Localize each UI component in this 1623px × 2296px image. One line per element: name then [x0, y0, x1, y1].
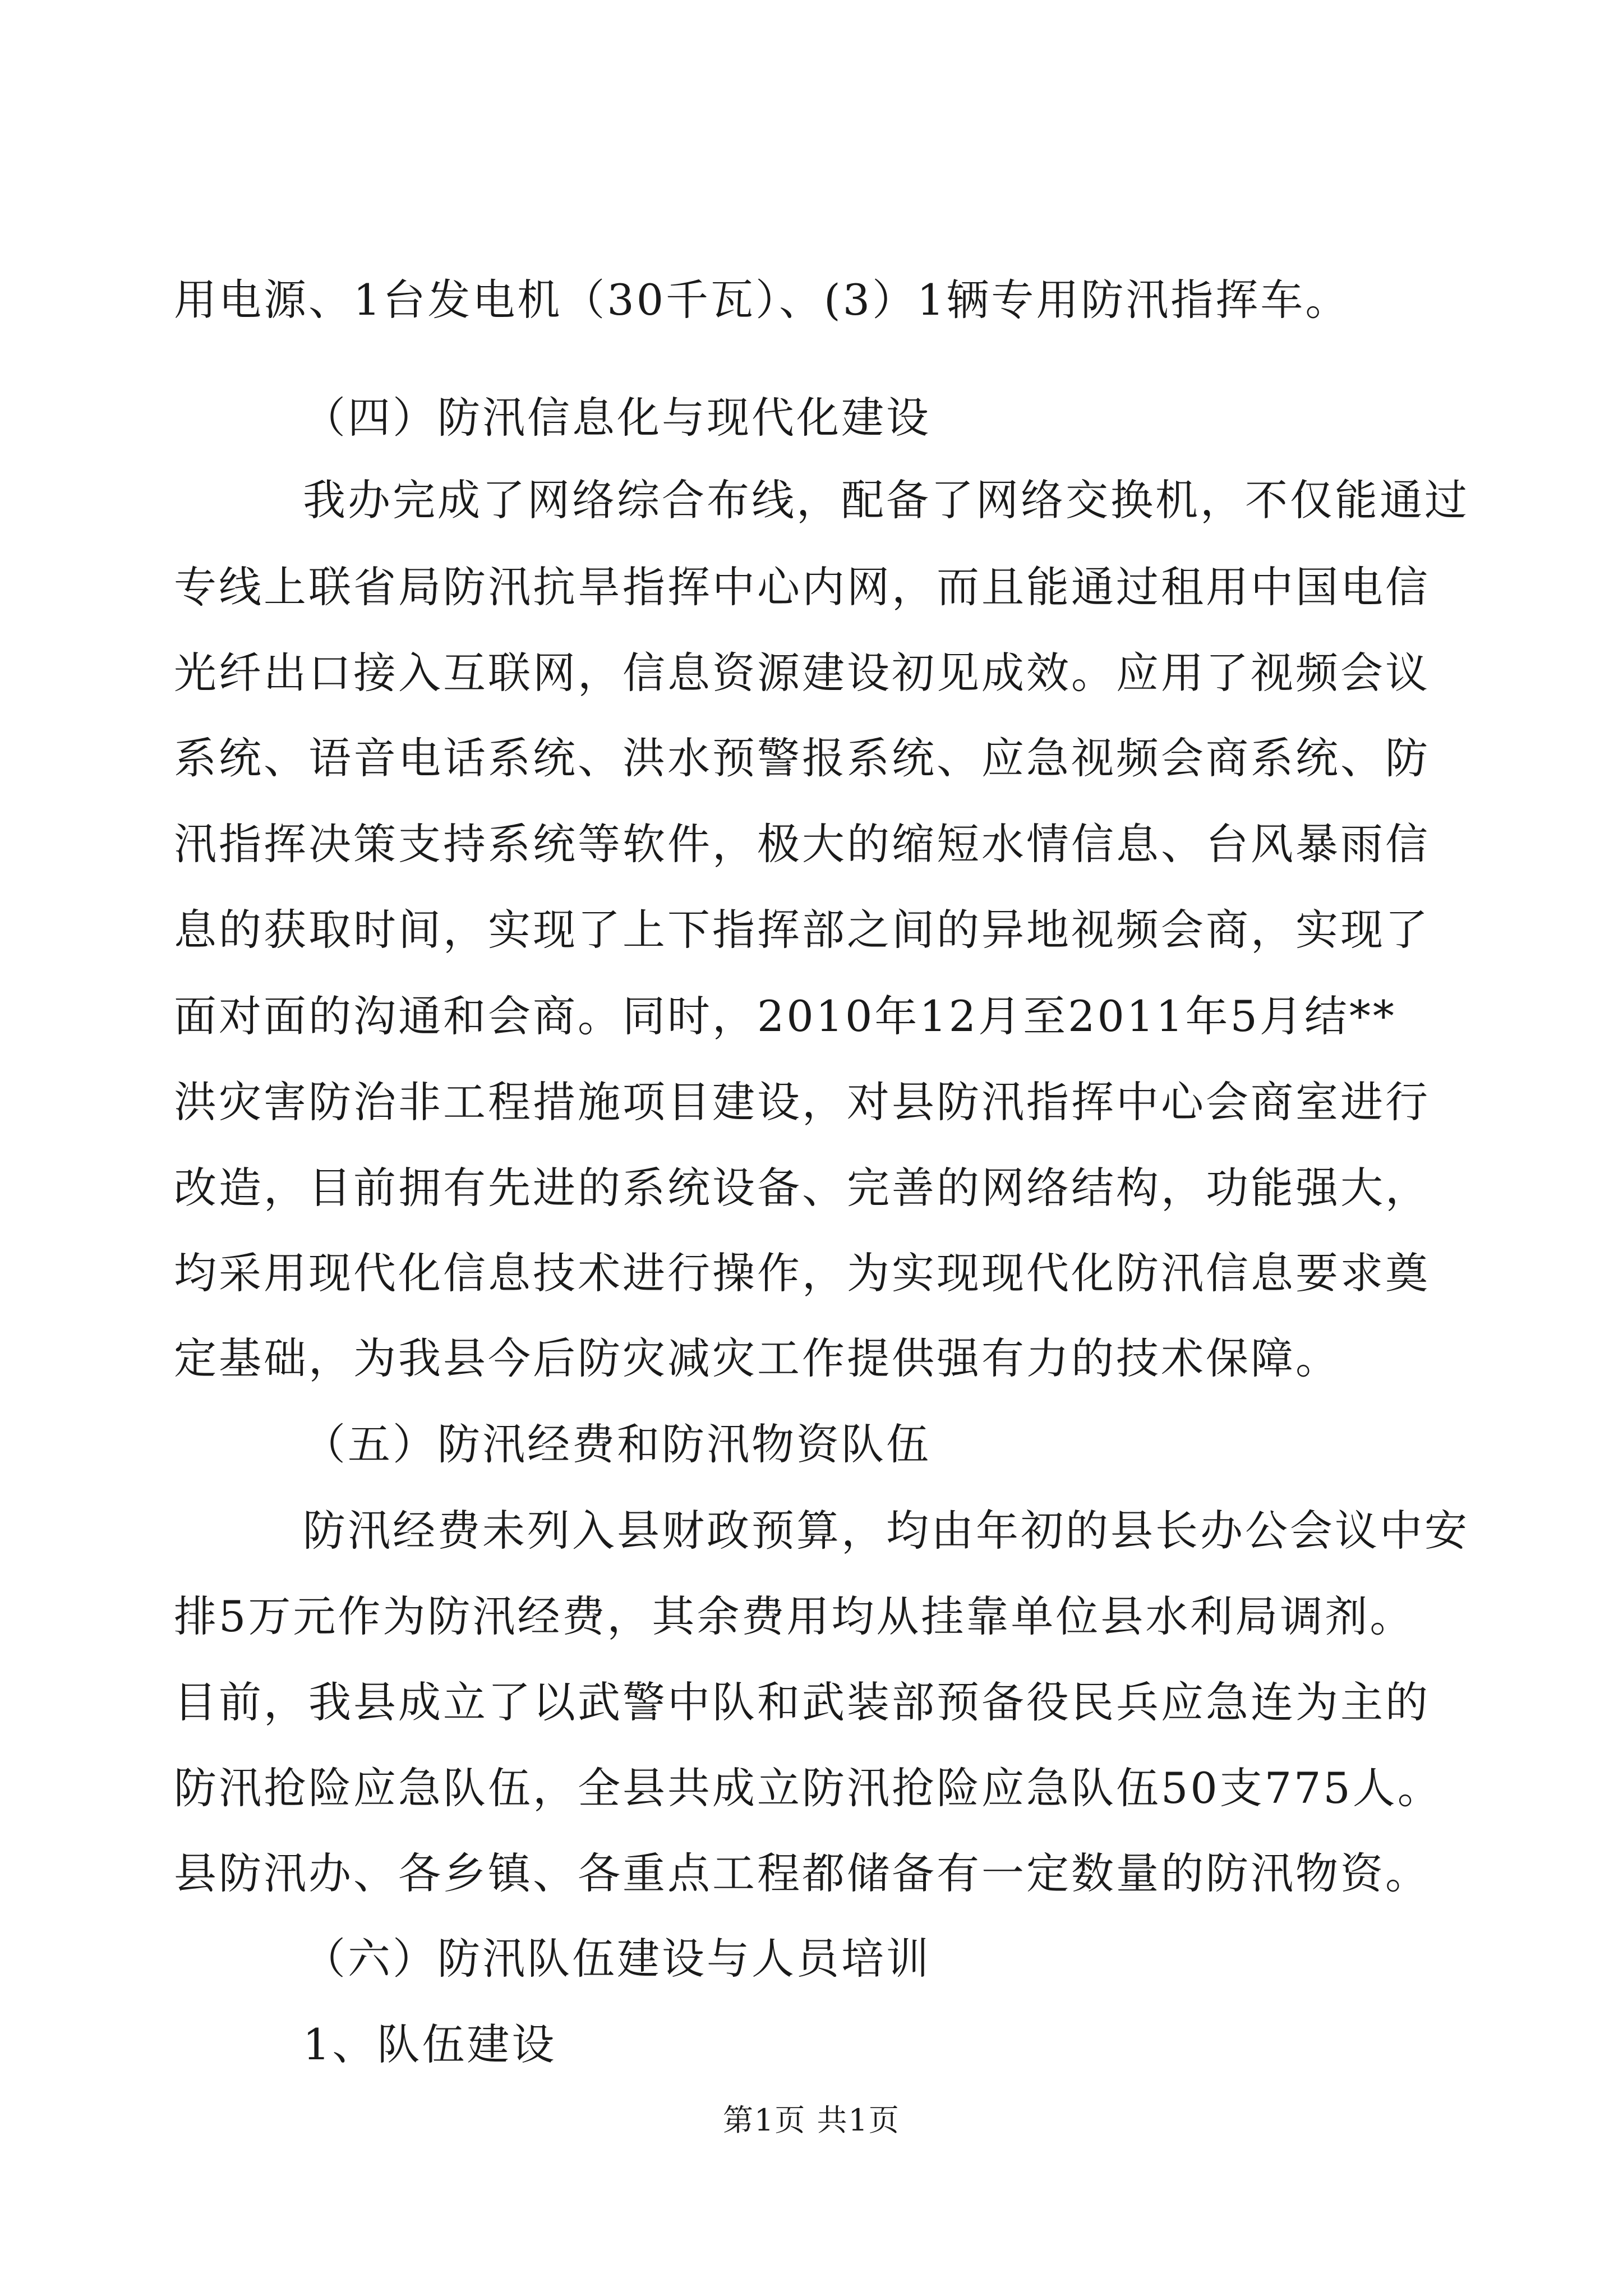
- text-line: 防汛抢险应急队伍，全县共成立防汛抢险应急队伍50支775人。: [174, 1763, 1442, 1813]
- text-line: 洪灾害防治非工程措施项目建设，对县防汛指挥中心会商室进行: [174, 1077, 1430, 1127]
- section-heading-5: （五）防汛经费和防汛物资队伍: [303, 1419, 931, 1469]
- text-line: 光纤出口接入互联网，信息资源建设初见成效。应用了视频会议: [174, 648, 1430, 698]
- text-line: 面对面的沟通和会商。同时，2010年12月至2011年5月结**: [174, 991, 1396, 1041]
- page-footer: 第1页 共1页: [723, 2102, 900, 2138]
- text-line: 专线上联省局防汛抗旱指挥中心内网，而且能通过租用中国电信: [174, 562, 1430, 612]
- subsection-heading: 1、队伍建设: [303, 2019, 557, 2069]
- text-line: 系统、语音电话系统、洪水预警报系统、应急视频会商系统、防: [174, 733, 1430, 783]
- text-line: 排5万元作为防汛经费，其余费用均从挂靠单位县水利局调剂。: [174, 1591, 1415, 1641]
- text-line: 县防汛办、各乡镇、各重点工程都储备有一定数量的防汛物资。: [174, 1848, 1430, 1898]
- section-heading-4: （四）防汛信息化与现代化建设: [303, 393, 931, 443]
- text-line: 改造，目前拥有先进的系统设备、完善的网络结构，功能强大，: [174, 1163, 1430, 1213]
- text-line: 我办完成了网络综合布线，配备了网络交换机，不仅能通过: [303, 475, 1469, 525]
- text-line: 息的获取时间，实现了上下指挥部之间的异地视频会商，实现了: [174, 905, 1430, 955]
- text-line: 防汛经费未列入县财政预算，均由年初的县长办公会议中安: [303, 1506, 1469, 1556]
- text-line: 均采用现代化信息技术进行操作，为实现现代化防汛信息要求奠: [174, 1248, 1430, 1298]
- section-heading-6: （六）防汛队伍建设与人员培训: [303, 1934, 931, 1984]
- text-line: 目前，我县成立了以武警中队和武装部预备役民兵应急连为主的: [174, 1677, 1430, 1727]
- text-line: 用电源、1台发电机（30千瓦）、(3）1辆专用防汛指挥车。: [174, 275, 1350, 325]
- text-line: 定基础，为我县今后防灾减灾工作提供强有力的技术保障。: [174, 1333, 1340, 1383]
- text-line: 汛指挥决策支持系统等软件，极大的缩短水情信息、台风暴雨信: [174, 819, 1430, 869]
